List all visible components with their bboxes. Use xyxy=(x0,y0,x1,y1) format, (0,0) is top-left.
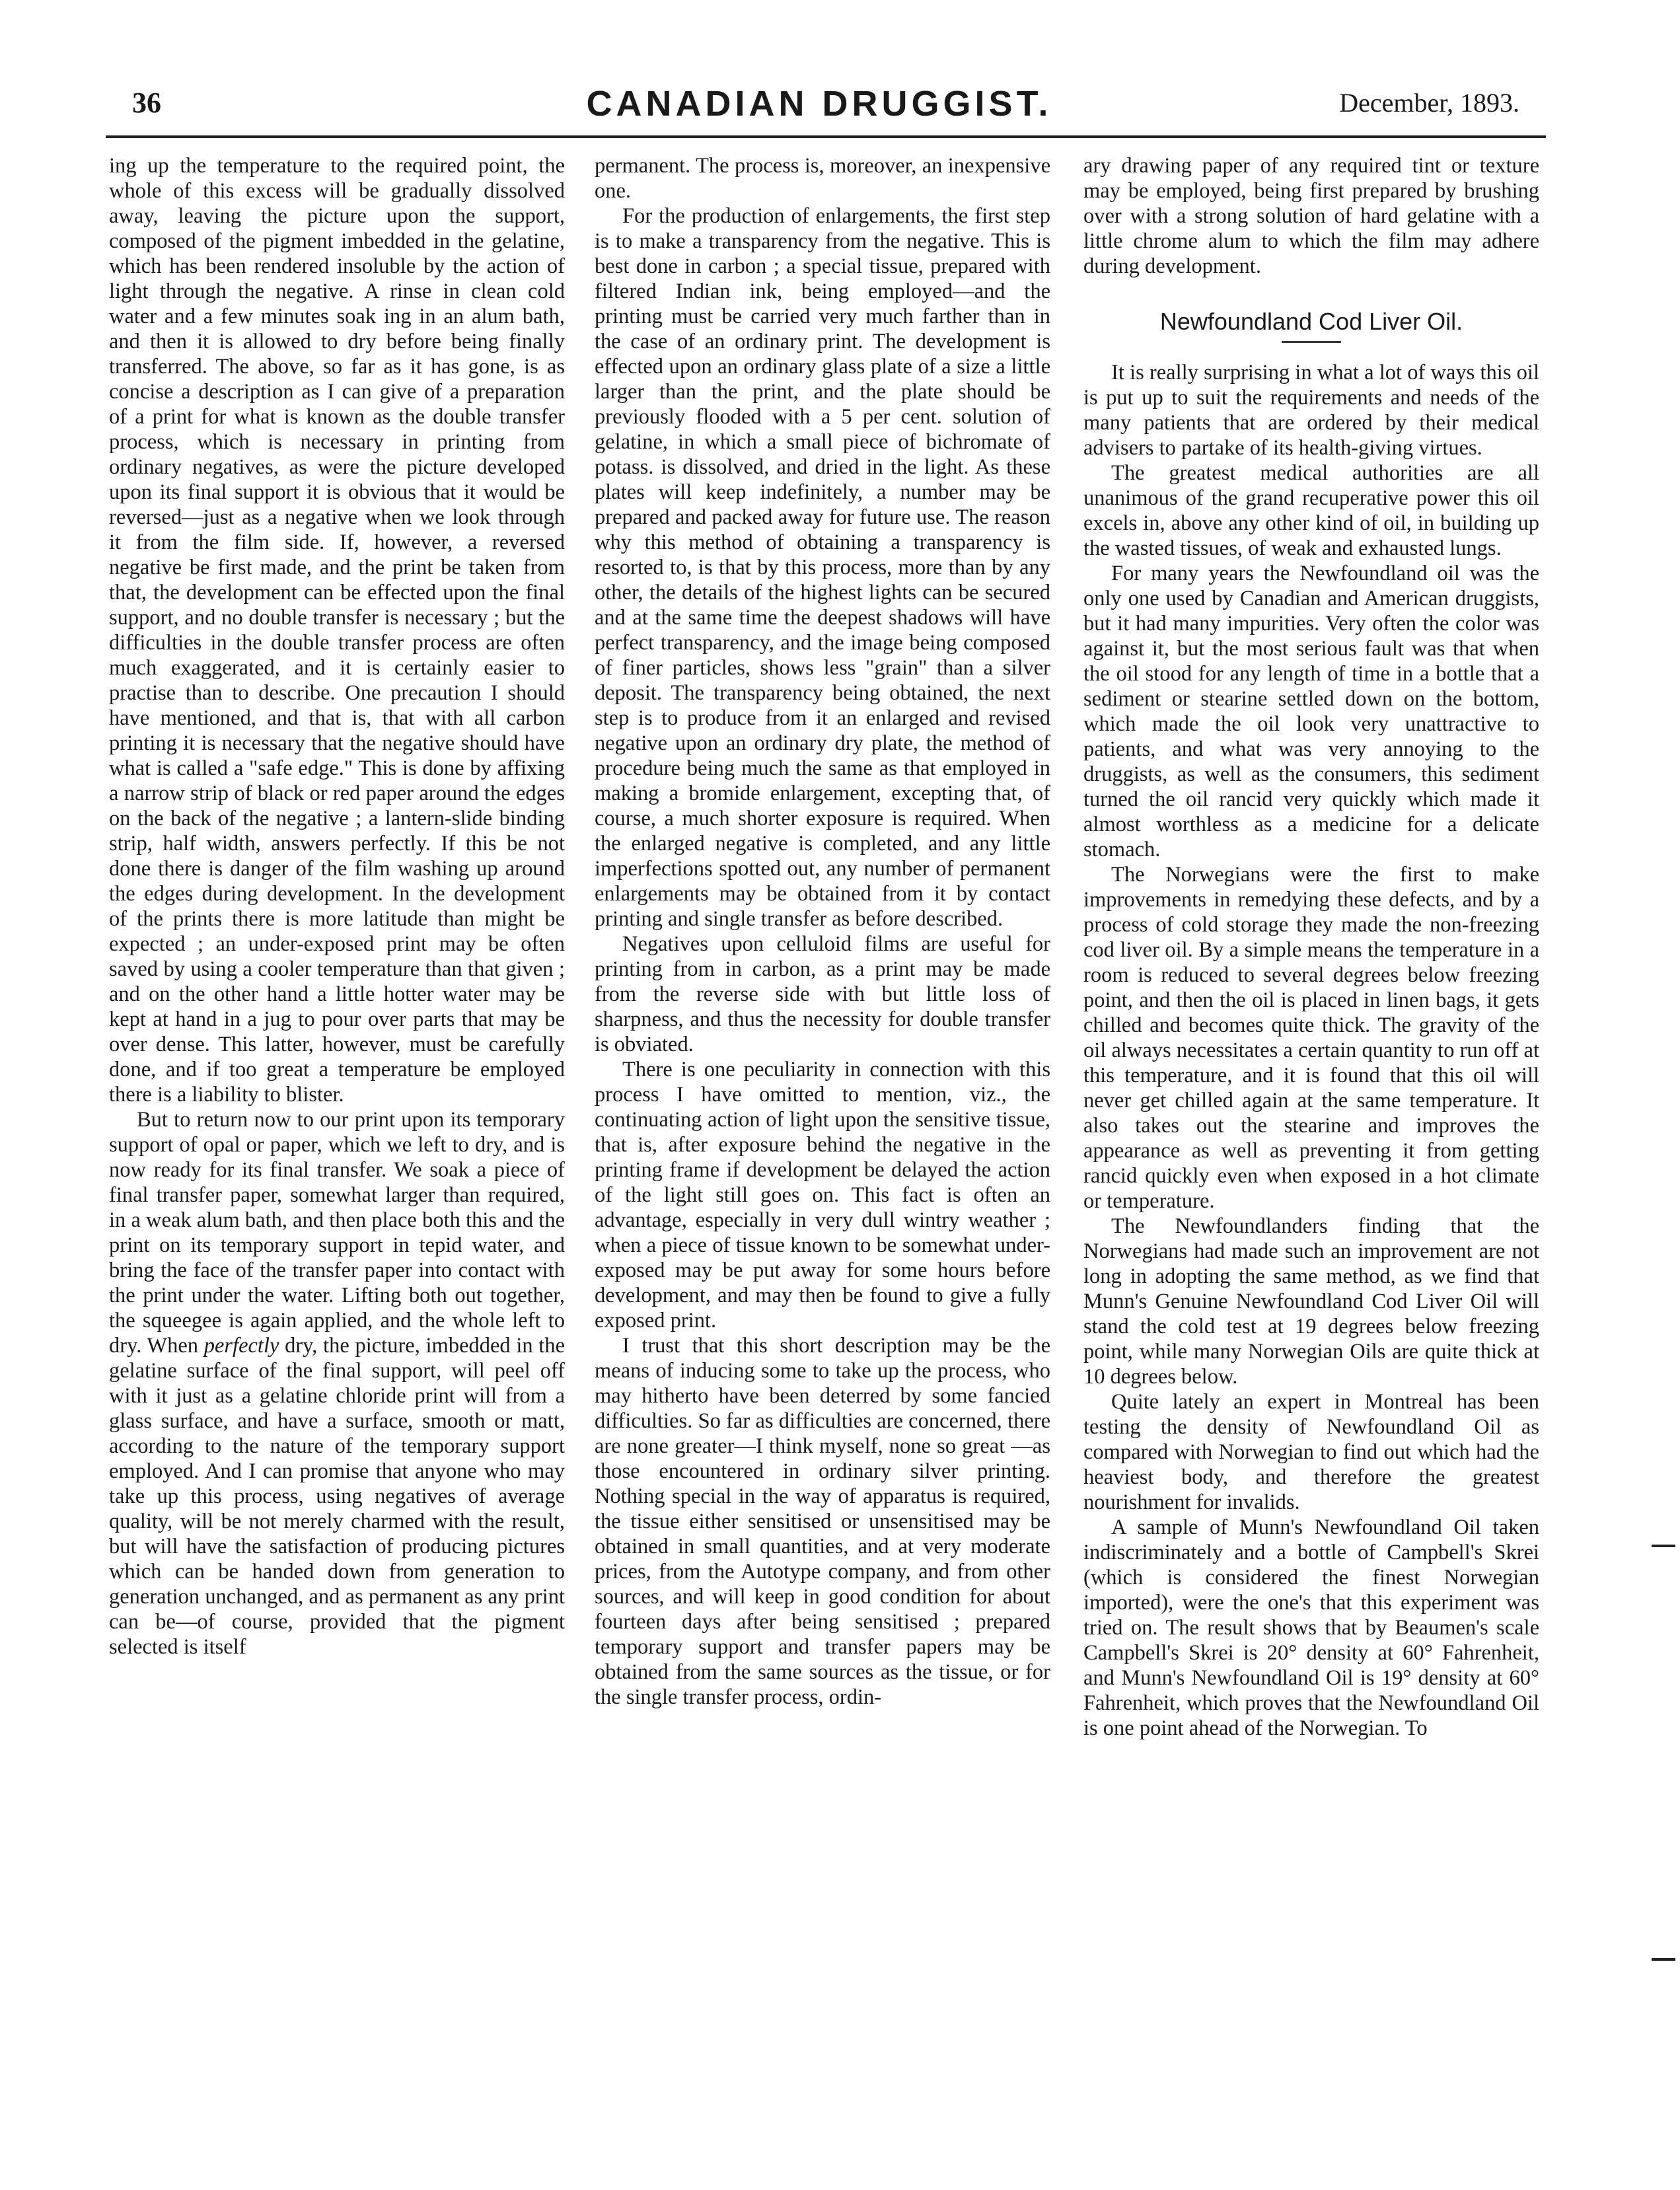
margin-mark xyxy=(1652,1545,1675,1547)
paragraph: permanent. The process is, moreover, an inexpensive one. xyxy=(595,154,1050,203)
paragraph: For the production of enlargements, the first step is to make a transparency from the negative. This is best done in carbon ; a special tissue, prepared with filtered Indian ink, being employed—and the printing must be carried very much farther than in the case of an ordinary print. The development is effected upon an ordinary glass plate of a size a little larger than the print, and the plate should be previously flooded with a 5 per cent. solution of gelatine, in which a small piece of bichromate of potass. is dissolved, and dried in the light. As these plates will keep indefinitely, a number may be prepared and packed away for future use. The reason why this method of obtaining a transparency is resorted to, is that by this process, more than by any other, the details of the highest lights can be secured and at the same time the deepest shadows will have perfect transparency, and the image being composed of finer particles, shows less "grain" than a silver deposit. The transparency being obtained, the next step is to produce from it an enlarged and revised negative upon an ordinary dry plate, the method of procedure being much the same as that employed in making a bromide enlargement, excepting that, of course, a much shorter exposure is required. When the enlarged negative is completed, and any little imperfections spotted out, any number of permanent enlargements may be obtained from it by contact printing and single transfer as before described. xyxy=(595,204,1050,931)
paragraph: It is really surprising in what a lot of ways this oil is put up to suit the requirements and needs of the many patients that are ordered by their medical advisers to partake of its health-giving virtues. xyxy=(1083,361,1539,460)
column-left xyxy=(109,153,565,2155)
article-heading: Newfoundland Cod Liver Oil. xyxy=(1159,308,1463,335)
paragraph: For many years the Newfoundland oil was the only one used by Canadian and American druggists, but it had many impurities. Very often the color was against it, but the most serious fault was that when the oil stood for any length of time in a bottle that a sediment or stearine settled down on the bottom, which made the oil look very unattractive to patients, and what was very annoying to the druggists, as well as the consumers, this sediment turned the oil rancid very quickly which made it almost worthless as a medicine for a delicate stomach. xyxy=(1083,562,1539,861)
paragraph xyxy=(109,1107,565,1660)
masthead-title: CANADIAN DRUGGIST. xyxy=(586,84,1052,124)
paragraph-text: But to return now to our print upon its temporary support of opal or paper, which we left to dry, and is now ready for its final transfer. We soak a piece of final transfer paper, somewhat larger than required, in a weak alum bath, and then place both this and the print on its temporary support in tepid water, and bring the face of the transfer paper into contact with the print under the water. Lifting both out together, the squeegee is again applied, and the whole left to dry. When xyxy=(109,1108,565,1358)
column-right xyxy=(1083,153,1539,2155)
paragraph: There is one peculiarity in connection with this process I have omitted to mention, viz., the continuating action of light upon the sensitive tissue, that is, after exposure behind the negative in the printing frame if development be delayed the action of the light still goes on. This fact is often an advantage, especially in very dull wintry weather ; when a piece of tissue known to be somewhat under-exposed may be put away for some hours before development, and may then be found to give a fully exposed print. xyxy=(595,1058,1050,1332)
issue-date: December, 1893. xyxy=(1339,88,1519,118)
paragraph: The greatest medical authorities are all unanimous of the grand recuperative power this oil excels in, above any other kind of oil, in building up the wasted tissues, of weak and exhausted lungs. xyxy=(1083,461,1539,560)
paragraph-text: dry, the picture, imbedded in the gelatine surface of the final support, will peel off with it just as a gelatine chloride print will from a glass surface, and have a surface, smooth or matt, according to the nature of the temporary support employed. And I can promise that anyone who may take up this process, using negatives of average quality, will be not merely charmed with the result, but will have the satisfaction of producing pictures which can be handed down from generation to generation unchanged, and as permanent as any print can be—of course, provided that the pigment selected is itself xyxy=(109,1334,565,1659)
margin-mark xyxy=(1652,1958,1675,1961)
heading-rule xyxy=(1282,341,1341,343)
paragraph: Negatives upon celluloid films are useful for printing from in carbon, as a print may be made from the reverse side with but little loss of sharpness, and thus the necessity for double transfer is obviated. xyxy=(595,932,1050,1056)
paragraph: The Newfoundlanders finding that the Norwegians had made such an improvement are not long in adopting the same method, as we find that Munn's Genuine Newfoundland Cod Liver Oil will stand the cold test at 19 degrees below freezing point, while many Norwegian Oils are quite thick at 10 degrees below. xyxy=(1083,1214,1539,1389)
paragraph: ary drawing paper of any required tint or texture may be employed, being first prepared by brushing over with a strong solution of hard gelatine with a little chrome alum to which the film may adhere during development. xyxy=(1083,154,1539,278)
paragraph: The Norwegians were the first to make improvements in remedying these defects, and by a process of cold storage they made the non-freezing cod liver oil. By a simple means the temperature in a room is reduced to several degrees below freezing point, and then the oil is placed in linen bags, it gets chilled and becomes quite thick. The gravity of the oil always necessitates a certain quantity to run off at this temperature, and it is found that this oil will never get chilled again at the same temperature. It also takes out the stearine and improves the appearance as well as preventing it from getting rancid quickly even when exposed in a hot climate or temperature. xyxy=(1083,863,1539,1213)
italic-emphasis: perfectly xyxy=(203,1334,279,1358)
paragraph: ing up the temperature to the required point, the whole of this excess will be gradually dissolved away, leaving the picture upon the support, composed of the pigment imbedded in the gelatine, which has been rendered insoluble by the action of light through the negative. A rinse in clean cold water and a few minutes soak ing in an alum bath, and then it is allowed to dry before being finally transferred. The above, so far as it has gone, is as concise a description as I can give of a preparation of a print for what is known as the double transfer process, which is necessary in printing from ordinary negatives, as were the picture developed upon its final support it is obvious that it would be reversed—just as a negative when we look through it from the film side. If, however, a reversed negative be first made, and the print be taken from that, the development can be effected upon the final support, and no double transfer is necessary ; but the difficulties in the double transfer process are often much exaggerated, and it is certainly easier to practise than to describe. One precaution I should have mentioned, and that is, that with all carbon printing it is necessary that the negative should have what is called a "safe edge." This is done by affixing a narrow strip of black or red paper around the edges on the back of the negative ; a lantern-slide binding strip, half width, answers perfectly. If this be not done there is danger of the film washing up around the edges during development. In the development of the prints there is more latitude than might be expected ; an under-exposed print may be often saved by using a cooler temperature than that given ; and on the other hand a little hotter water may be kept at hand in a jug to pour over parts that may be over dense. This latter, however, must be carefully done, and if too great a temperature be employed there is a liability to blister. xyxy=(109,154,565,1107)
column-middle xyxy=(595,153,1050,2155)
page-number: 36 xyxy=(132,87,161,119)
page-header xyxy=(106,86,1533,126)
paragraph: I trust that this short description may be the means of inducing some to take up the process, who may hitherto have been deterred by some fancied difficulties. So far as difficulties are concerned, there are none greater—I think myself, none so great —as those encountered in ordinary silver printing. Nothing special in the way of apparatus is required, the tissue either sensitised or unsensitised may be obtained in small quantities, and at very moderate prices, from the Autotype company, and from other sources, and will keep in good condition for about fourteen days after being sensitised ; prepared temporary support and transfer papers may be obtained from the same sources as the tissue, or for the single transfer process, ordin- xyxy=(595,1334,1050,1709)
header-rule xyxy=(106,135,1546,138)
paragraph: Quite lately an expert in Montreal has been testing the density of Newfoundland Oil as compared with Norwegian to find out which had the heaviest body, and therefore the greatest nourishment for invalids. xyxy=(1083,1390,1539,1514)
paragraph: A sample of Munn's Newfoundland Oil taken indiscriminately and a bottle of Campbell's Skrei (which is considered the finest Norwegian imported), were the one's that this experiment was tried on. The result shows that by Beaumen's scale Campbell's Skrei is 20° density at 60° Fahrenheit, and Munn's Newfoundland Oil is 19° density at 60° Fahrenheit, which proves that the Newfoundland Oil is one point ahead of the Norwegian. To xyxy=(1083,1515,1539,1740)
